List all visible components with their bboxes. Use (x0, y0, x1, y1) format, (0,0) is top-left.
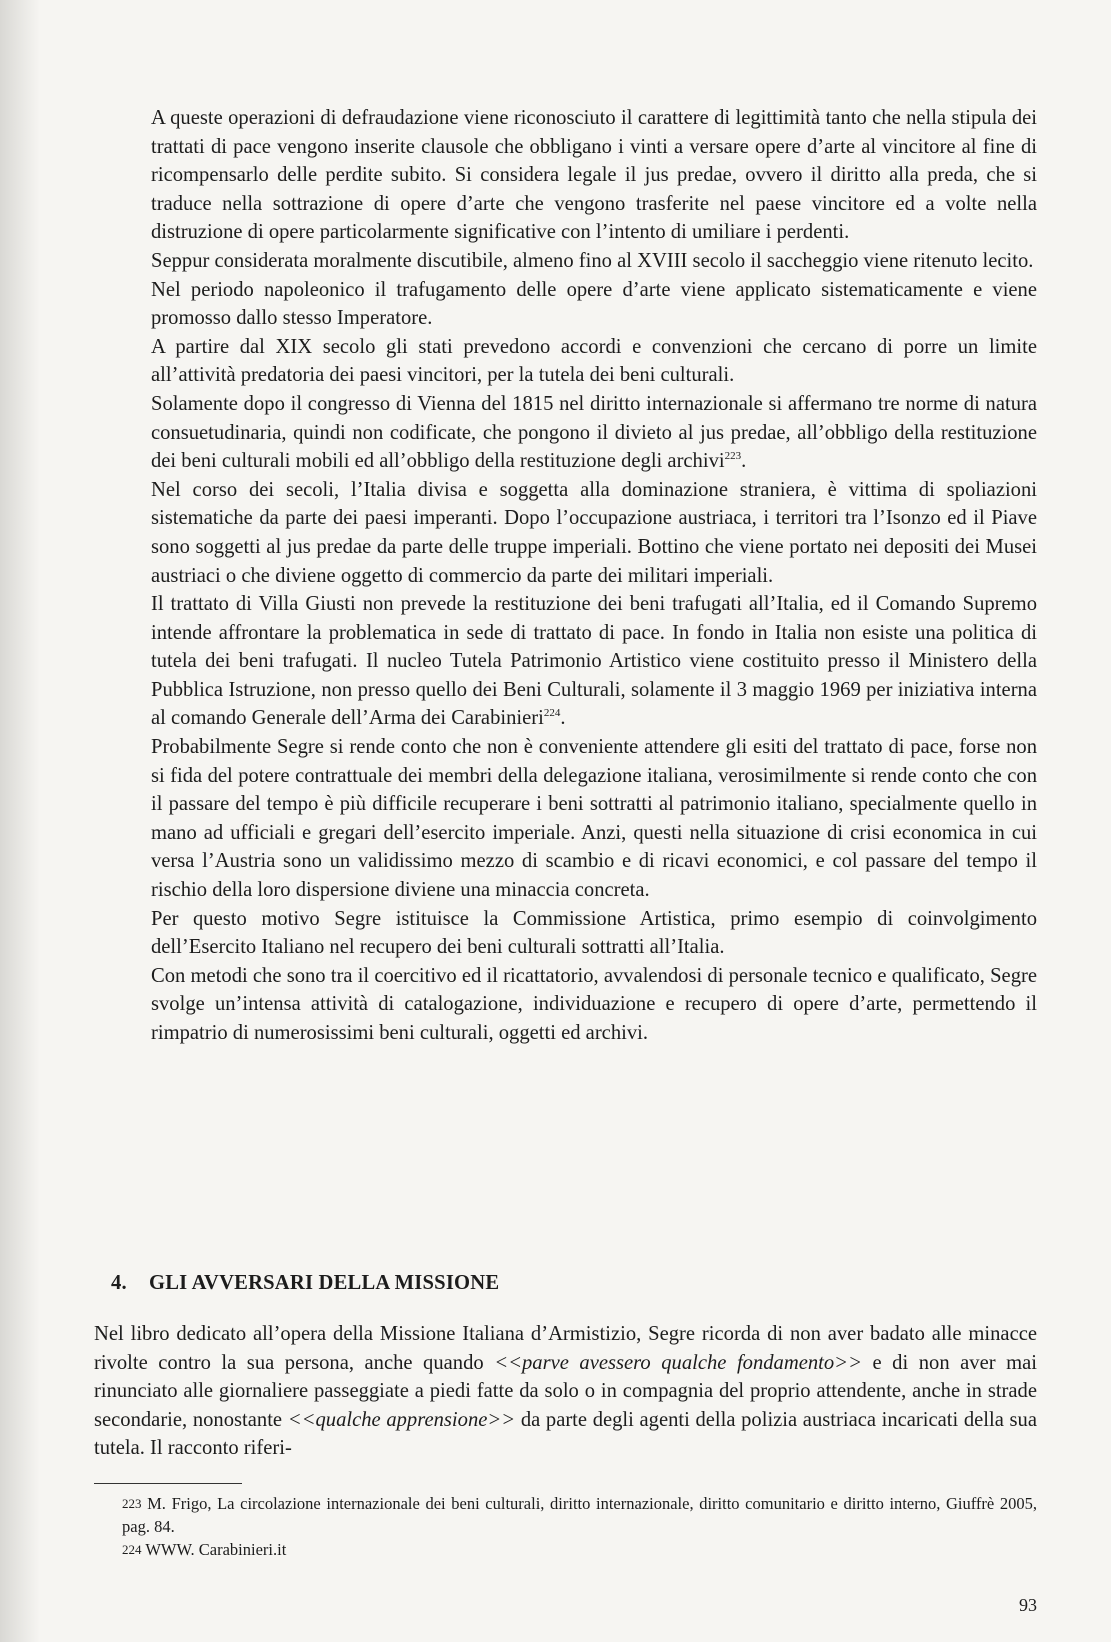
section-number: 4. (111, 1272, 127, 1294)
paragraph-3: Nel periodo napoleonico il trafugamento delle opere d’arte viene applicato sistematicamente e viene promosso dallo stesso Imperatore. (151, 278, 1037, 330)
section-heading (111, 1272, 499, 1295)
paragraph-7: Il trattato di Villa Giusti non prevede la restituzione dei beni trafugati all’Italia, ed il Comando Supremo intende affrontare la problematica in sede di trattato di pace. In fondo in Italia non esiste una politica di tutela dei beni trafugati. Il nucleo Tutela Patrimonio Artistico viene costituito presso il Ministero della Pubblica Istruzione, non presso quello dei Beni Culturali, solamente il 3 maggio 1969 per iniziativa interna al comando Generale dell’Arma dei Carabinieri$^{224}$. (151, 593, 1037, 730)
footnote-link-text[interactable]: WWW. Carabinieri.it (141, 1540, 287, 1559)
paragraph-4: A partire dal XIX secolo gli stati prevedono accordi e convenzioni che cercano di porre un limite all’attività predatoria dei paesi vincitori, per la tutela dei beni culturali. (151, 335, 1037, 387)
main-text-block (151, 104, 1037, 1048)
section-title: GLI AVVERSARI DELLA MISSIONE (149, 1272, 500, 1294)
footnote-223: 223 M. Frigo, La circolazione internazionale dei beni culturali, diritto internazionale, diritto comunitario e diritto interno, Giuffrè 2005, pag. 84. (122, 1494, 1037, 1536)
paragraph-6: Nel corso dei secoli, l’Italia divisa e soggetta alla dominazione straniera, è vittima di spoliazioni sistematiche da parte dei paesi imperanti. Dopo l’occupazione austriaca, i territori tra l’Isonzo ed il Piave sono soggetti al jus predae da parte delle truppe imperiali. Bottino che viene portato nei depositi dei Musei austriaci o che diviene oggetto di commercio da parte dei militari imperiali. (151, 478, 1037, 587)
paragraph-2: Seppur considerata moralmente discutibile, almeno fino al XVIII secolo il saccheggio viene ritenuto lecito. (151, 249, 1034, 272)
quote-apprensione: <<qualche apprensione>> (287, 1408, 516, 1431)
footnote-number: 223 (122, 1496, 142, 1511)
footnote-divider (94, 1483, 242, 1484)
footnote-ref-224[interactable]: 224 (543, 707, 561, 720)
footnote-number: 224 (122, 1542, 142, 1557)
paragraph-8: Probabilmente Segre si rende conto che non è conveniente attendere gli esiti del trattato di pace, forse non si fida del potere contrattuale dei membri della delegazione italiana, verosimilmente si rende conto che con il passare del tempo è più difficile recuperare i beni sottratti al patrimonio italiano, specialmente quello in mano ad ufficiali e gregari dell’esercito imperiale. Anzi, questi nella situazione di crisi economica in cui versa l’Austria sono un validissimo mezzo di scambio e di ricavi economici, e col passare del tempo il rischio della loro dispersione diviene una minaccia concreta. (151, 736, 1037, 902)
paragraph-9: Per questo motivo Segre istituisce la Commissione Artistica, primo esempio di coinvolgimento dell’Esercito Italiano nel recupero dei beni culturali sottratti all’Italia. (151, 907, 1037, 959)
footnote-224 (94, 1538, 1037, 1561)
page-number: 93 (1019, 1595, 1037, 1615)
paragraph-10: Con metodi che sono tra il coercitivo ed il ricattatorio, avvalendosi di personale tecnico e qualificato, Segre svolge un’intensa attività di catalogazione, individuazione e recupero di opere d’arte, permettendo il rimpatrio di numerosissimi beni culturali, oggetti ed archivi. (151, 964, 1037, 1044)
footnotes (94, 1492, 1037, 1561)
paragraph-1: A queste operazioni di defraudazione viene riconosciuto il carattere di legittimità tanto che nella stipula dei trattati di pace vengono inserite clausole che obbligano i vinti a versare opere d’arte al vincitore al fine di ricompensarlo delle perdite subito. Si considera legale il jus predae, ovvero il diritto alla preda, che si traduce nella sottrazione di opere d’arte che vengono trasferite nel paese vincitore ed a volte nella distruzione di opere particolarmente significative con l’intento di umiliare i perdenti. (151, 107, 1037, 244)
paragraph-5: Solamente dopo il congresso di Vienna del 1815 nel diritto internazionale si affermano tre norme di natura consuetudinaria, quindi non codificate, che pongono il divieto al jus predae, all’obbligo della restituzione dei beni culturali mobili ed all’obbligo della restituzione degli archivi$^{223}$. (151, 392, 1037, 473)
section-body-paragraph: Nel libro dedicato all’opera della Missione Italiana d’Armistizio, Segre ricorda di non aver badato alle minacce rivolte contro la sua persona, anche quando <<parve avessero qualche fondamento>> e di non aver mai rinunciato alle giornaliere passeggiate a piedi fatte da solo o in compagnia del proprio attendente, anche in strade secondarie, nonostante <<qualche apprensione>> da parte degli agenti della polizia austriaca incaricati della sua tutela. Il racconto riferi- (94, 1323, 1037, 1460)
quote-parve: <<parve avessero qualche fondamento>> (494, 1351, 862, 1374)
page-edge-shadow (0, 0, 40, 1642)
footnote-ref-223[interactable]: 223 (724, 450, 742, 463)
